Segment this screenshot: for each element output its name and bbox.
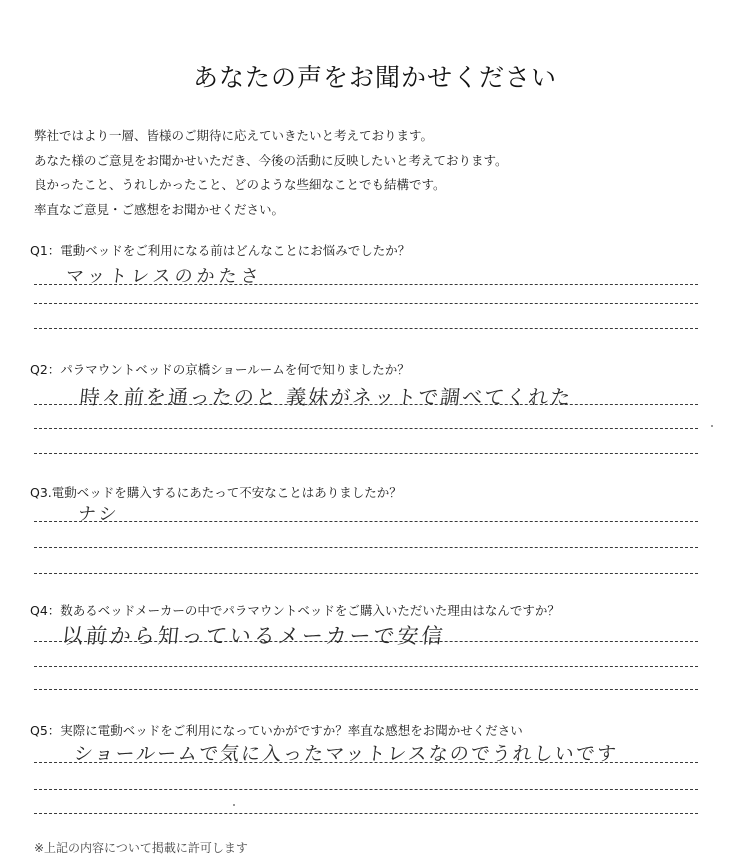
answer-line xyxy=(34,404,698,405)
footer-note: ※上記の内容について掲載に許可します xyxy=(34,841,248,855)
answer-line xyxy=(34,547,698,548)
intro-line: 良かったこと、うれしかったこと、どのような些細なことでも結構です。 xyxy=(34,177,446,192)
answer-line xyxy=(34,573,698,574)
scan-speck xyxy=(233,804,235,806)
answer-line xyxy=(34,284,698,285)
answer-2-handwriting: 時々前を通ったのと 義妹がネットで調べてくれた xyxy=(78,385,574,409)
question-2-label: Q2：パラマウントベッドの京橋ショールームを何で知りましたか？ xyxy=(30,362,410,377)
question-3-label: Q3.電動ベッドを購入するにあたって不安なことはありましたか？ xyxy=(30,485,402,500)
intro-line: 率直なご意見・ご感想をお聞かせください。 xyxy=(34,201,285,217)
intro-line: 弊社ではより一層、皆様のご期待に応えていきたいと考えております。 xyxy=(34,128,434,143)
question-5-label: Q5：実際に電動ベッドをご利用になっていかがですか？率直な感想をお聞かせください xyxy=(30,723,523,738)
intro-line: あなた様のご意見をお聞かせいただき、今後の活動に反映したいと考えております。 xyxy=(34,152,508,168)
answer-1-handwriting: マットレスのかたさ xyxy=(64,266,264,287)
answer-line xyxy=(34,521,698,522)
question-4-label: Q4：数あるベッドメーカーの中でパラマウントベッドをご購入いただいた理由はなんですか？ xyxy=(30,603,560,618)
answer-line xyxy=(34,428,698,429)
answer-line xyxy=(34,328,698,329)
page-title: あなたの声をお聞かせください xyxy=(192,63,557,92)
answer-line xyxy=(34,813,698,814)
answer-line xyxy=(34,303,698,304)
answer-line xyxy=(34,689,698,690)
answer-line xyxy=(34,666,698,667)
answer-4-handwriting: 以前から知っているメーカーで安信 xyxy=(60,624,447,648)
answer-line xyxy=(34,762,698,763)
intro-text xyxy=(34,124,714,222)
answer-line xyxy=(34,453,698,454)
answer-line xyxy=(34,641,698,642)
answer-5-handwriting: ショールームで気に入ったマットレスなのでうれしいです xyxy=(72,743,619,765)
answer-3-handwriting: ナシ xyxy=(76,504,121,525)
answer-line xyxy=(34,789,698,790)
question-1-label: Q1：電動ベッドをご利用になる前はどんなことにお悩みでしたか？ xyxy=(30,243,411,258)
scan-speck xyxy=(711,425,713,427)
